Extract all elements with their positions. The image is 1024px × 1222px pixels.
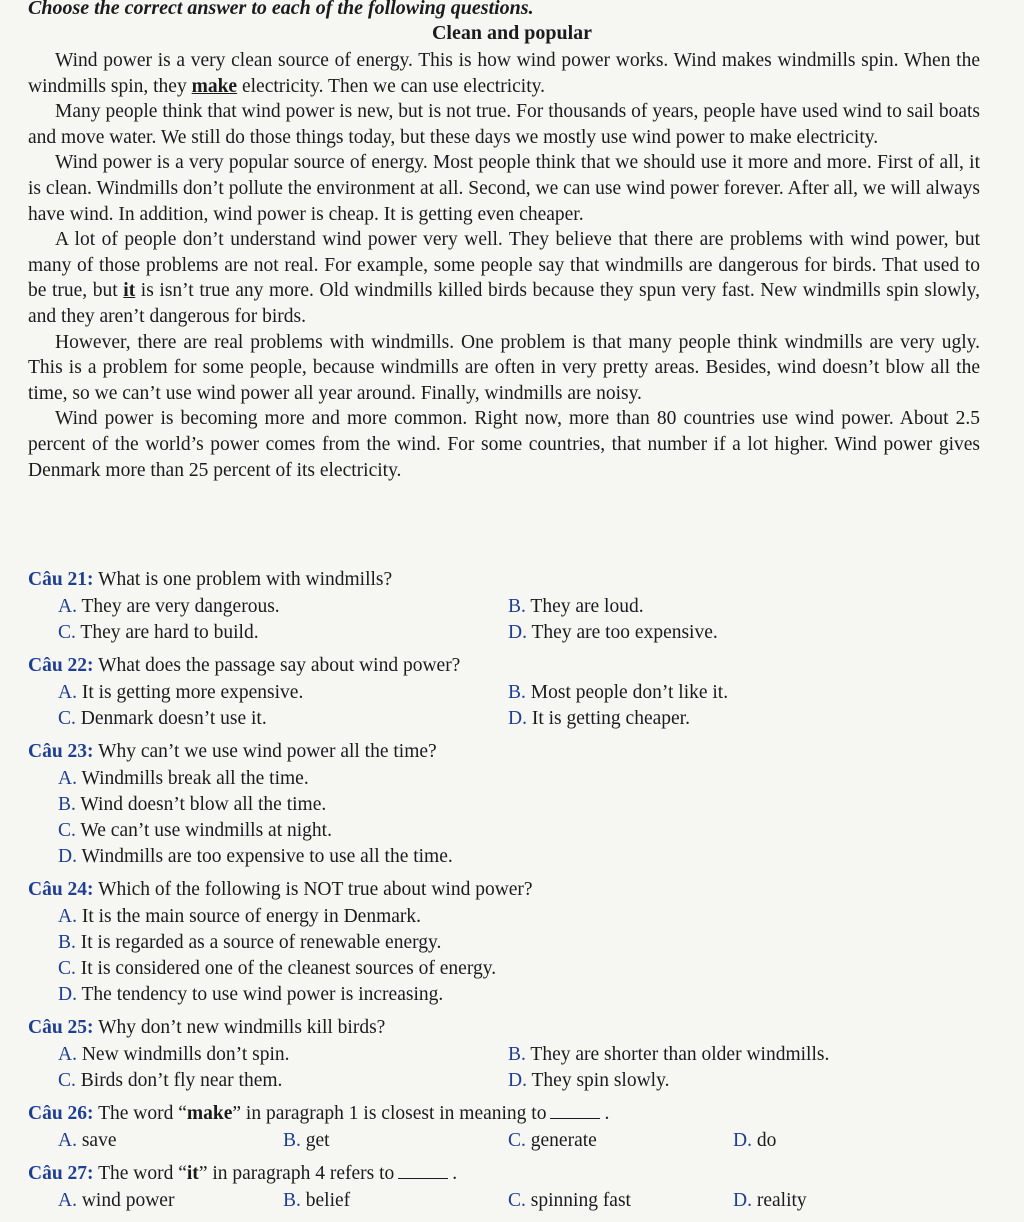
paragraph-5: However, there are real problems with windmills. One problem is that many people think windmills are very ugly. This is a problem for some people, because windmills are often in very pretty areas. Besides, wind doesn’t blow all the time, so we can’t use wind power all year around. Finally, windmills are noisy. — [28, 331, 980, 404]
option-a[interactable]: A. save — [58, 1130, 117, 1151]
option-c[interactable]: C. generate — [508, 1130, 597, 1151]
option-d[interactable]: D. reality — [733, 1190, 807, 1211]
option-d[interactable]: D. It is getting cheaper. — [508, 708, 690, 729]
question-23: Câu 23: Why can’t we use wind power all the time? A. Windmills break all the time. B. Wind doesn’t blow all the time. C. We can’t use windmills at night. D. Windmills are too expensive to use all the time. — [28, 738, 980, 870]
option-b[interactable]: B. belief — [283, 1190, 351, 1211]
option-d[interactable]: D. do — [733, 1130, 777, 1151]
option-d[interactable]: D. They are too expensive. — [508, 622, 718, 643]
underlined-word-it: it — [123, 280, 136, 302]
question-list — [28, 566, 980, 1220]
reading-passage — [28, 48, 980, 483]
option-a[interactable]: A. wind power — [58, 1190, 175, 1211]
question-text: The word “make” in paragraph 1 is closest in meaning to — [98, 1103, 547, 1124]
underlined-word-make: make — [191, 75, 238, 97]
option-b[interactable]: B. Most people don’t like it. — [508, 682, 729, 703]
option-d[interactable]: D. They spin slowly. — [508, 1070, 670, 1091]
question-text: Why can’t we use wind power all the time? — [98, 741, 437, 762]
question-27: Câu 27: The word “it” in paragraph 4 refers to . A. wind power B. belief C. spinning fast D. reality — [28, 1160, 980, 1214]
option-a[interactable]: A. Windmills break all the time. — [58, 768, 309, 789]
option-d[interactable]: D. The tendency to use wind power is increasing. — [58, 984, 444, 1005]
paragraph-4: A lot of people don’t understand wind power very well. They believe that there are problems with wind power, but many of those problems are not real. For example, some people say that windmills are dangerous for birds. That used to be true, but it is isn’t true any more. Old windmills killed birds because they spun very fast. New windmills spin slowly, and they aren’t dangerous for birds. — [28, 229, 981, 327]
option-a[interactable]: A. New windmills don’t spin. — [58, 1044, 290, 1065]
paragraph-1: Wind power is a very clean source of energy. This is how wind power works. Wind makes windmills spin. When the windmills spin, they make electricity. Then we can use electricity. — [28, 50, 980, 97]
answer-blank — [398, 1162, 448, 1179]
option-b[interactable]: B. Wind doesn’t blow all the time. — [58, 794, 327, 815]
question-26: Câu 26: The word “make” in paragraph 1 is closest in meaning to . A. save B. get C. generate D. do — [28, 1100, 980, 1154]
question-text: Why don’t new windmills kill birds? — [98, 1017, 386, 1038]
option-b[interactable]: B. It is regarded as a source of renewable energy. — [58, 932, 442, 953]
question-text: The word “it” in paragraph 4 refers to — [98, 1163, 395, 1184]
question-text: What is one problem with windmills? — [98, 569, 393, 590]
answer-blank — [550, 1102, 600, 1119]
option-c[interactable]: C. spinning fast — [508, 1190, 631, 1211]
option-c[interactable]: C. Birds don’t fly near them. — [58, 1070, 283, 1091]
question-22: Câu 22: What does the passage say about wind power? A. It is getting more expensive. B. Most people don’t like it. C. Denmark doesn’t use it. D. It is getting cheaper. — [28, 652, 980, 732]
question-21: Câu 21: What is one problem with windmills? A. They are very dangerous. B. They are loud. C. They are hard to build. D. They are too expensive. — [28, 566, 980, 646]
question-24: Câu 24: Which of the following is NOT true about wind power? A. It is the main source of energy in Denmark. B. It is regarded as a source of renewable energy. C. It is considered one of the cleanest sources of energy. D. The tendency to use wind power is increasing. — [28, 876, 980, 1008]
question-text: What does the passage say about wind power? — [98, 655, 461, 676]
option-b[interactable]: B. get — [283, 1130, 330, 1151]
paragraph-3: Wind power is a very popular source of energy. Most people think that we should use it more and more. First of all, it is clean. Windmills don’t pollute the environment at all. Second, we can use wind power forever. After all, we will always have wind. In addition, wind power is cheap. It is getting even cheaper. — [28, 152, 980, 225]
option-c[interactable]: C. Denmark doesn’t use it. — [58, 708, 267, 729]
option-b[interactable]: B. They are loud. — [508, 596, 644, 617]
option-c[interactable]: C. It is considered one of the cleanest sources of energy. — [58, 958, 497, 979]
option-a[interactable]: A. It is the main source of energy in Denmark. — [58, 906, 422, 927]
option-b[interactable]: B. They are shorter than older windmills. — [508, 1044, 830, 1065]
option-d[interactable]: D. Windmills are too expensive to use all the time. — [58, 846, 453, 867]
paragraph-2: Many people think that wind power is new, but is not true. For thousands of years, people have used wind to sail boats and move water. We still do those things today, but these days we mostly use wind power to make electricity. — [28, 101, 980, 148]
option-c[interactable]: C. They are hard to build. — [58, 622, 259, 643]
paragraph-6: Wind power is becoming more and more common. Right now, more than 80 countries use wind power. About 2.5 percent of the world’s power comes from the wind. For some countries, that number if a lot higher. Wind power gives Denmark more than 25 percent of its electricity. — [28, 408, 980, 481]
instruction: Choose the correct answer to each of the following questions. — [28, 0, 534, 19]
option-c[interactable]: C. We can’t use windmills at night. — [58, 820, 332, 841]
question-text: Which of the following is NOT true about wind power? — [98, 879, 533, 900]
option-a[interactable]: A. They are very dangerous. — [58, 596, 280, 617]
option-a[interactable]: A. It is getting more expensive. — [58, 682, 304, 703]
passage-title: Clean and popular — [431, 22, 593, 44]
question-25: Câu 25: Why don’t new windmills kill birds? A. New windmills don’t spin. B. They are shorter than older windmills. C. Birds don’t fly near them. D. They spin slowly. — [28, 1014, 980, 1094]
